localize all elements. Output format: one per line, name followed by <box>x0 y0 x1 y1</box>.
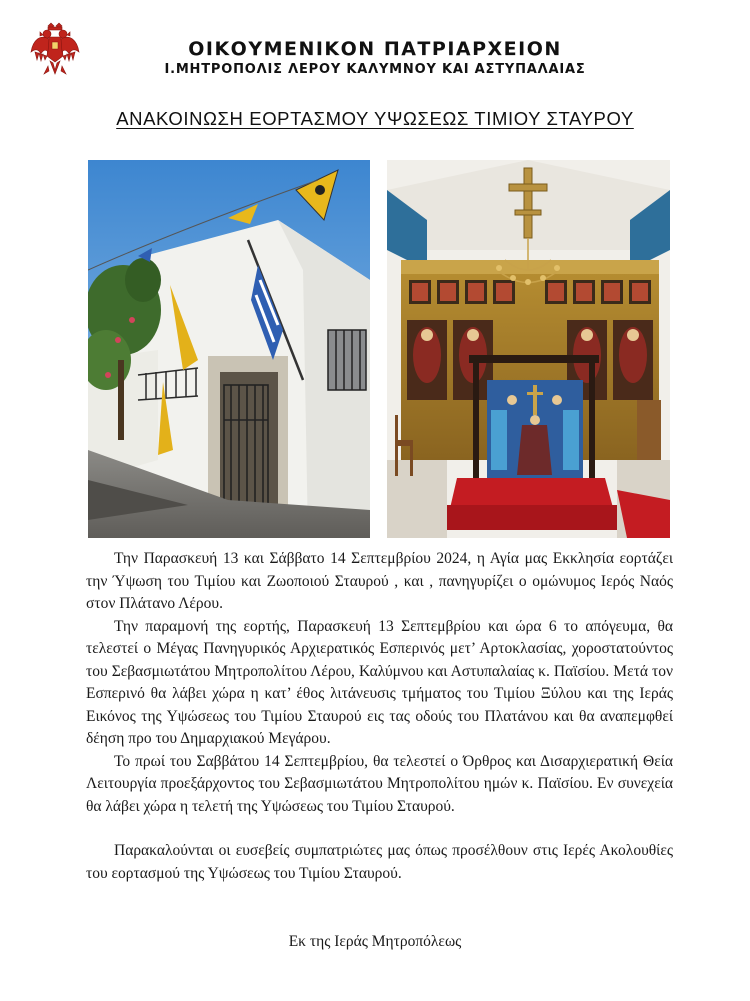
announcement-title: ΑΝΑΚΟΙΝΩΣΗ ΕΟΡΤΑΣΜΟΥ ΥΨΩΣΕΩΣ ΤΙΜΙΟΥ ΣΤΑΥΡΟΥ <box>116 108 634 129</box>
church-exterior-photo <box>88 160 370 538</box>
patriarchate-heading: ΟΙΚΟΥΜΕΝΙΚΟΝ ΠΑΤΡΙΑΡΧΕΙΟΝ <box>188 38 562 60</box>
announcement-body <box>86 548 673 885</box>
paragraph: Το πρωί του Σαββάτου 14 Σεπτεμβρίου, θα τελεστεί ο Όρθρος και Δισαρχιερατική Θεία Λειτουργία προεξάρχοντος του Σεβασμιωτάτου Μητροπολίτου ημών κ. Παϊσίου. Εν συνεχεία θα λάβει χώρα η τελετή της Υψώσεως του Τιμίου Σταυρού. <box>86 752 673 815</box>
paragraph: Την παραμονή της εορτής, Παρασκευή 13 Σεπτεμβρίου και ώρα 6 το απόγευμα, θα τελεστεί ο Μέγας Πανηγυρικός Αρχιερατικός Εσπερινός μετ’ Αρτοκλασίας, χοροστατούντος του Σεβασμιωτάτου Μητροπολίτου Λέρου, Καλύμνου και Αστυπαλαίας κ. Παϊσίου. Μετά τον Εσπερινό θα λάβει χώρα η κατ’ έθος λιτάνευσις τμήματος του Τιμίου Ξύλου και της Ιεράς Εικόνος της Υψώσεως του Τιμίου Σταυρού εις τας οδούς του Πλατάνου και θα αναπεμφθεί δέηση προ του Δημαρχιακού Μεγάρου. <box>86 617 673 747</box>
paragraph: Παρακαλούνται οι ευσεβείς συμπατριώτες μας όπως προσέλθουν στις Ιερές Ακολουθίες του εορτασμού της Υψώσεως του Τιμίου Σταυρού. <box>86 842 673 882</box>
church-interior-photo <box>387 160 670 538</box>
paragraph: Την Παρασκευή 13 και Σάββατο 14 Σεπτεμβρίου 2024, η Αγία μας Εκκλησία εορτάζει την Ύψωση του Τιμίου και Ζωοποιού Σταυρού , και , πανηγυρίζει ο ομώνυμος Ιερός Ναός στον Πλάτανο Λέρου. <box>86 550 673 612</box>
metropolis-heading: Ι.ΜΗΤΡΟΠΟΛΙΣ ΛΕΡΟΥ ΚΑΛΥΜΝΟΥ ΚΑΙ ΑΣΤΥΠΑΛΑΙΑΣ <box>164 62 586 77</box>
signature: Εκ της Ιεράς Μητροπόλεως <box>288 933 462 950</box>
